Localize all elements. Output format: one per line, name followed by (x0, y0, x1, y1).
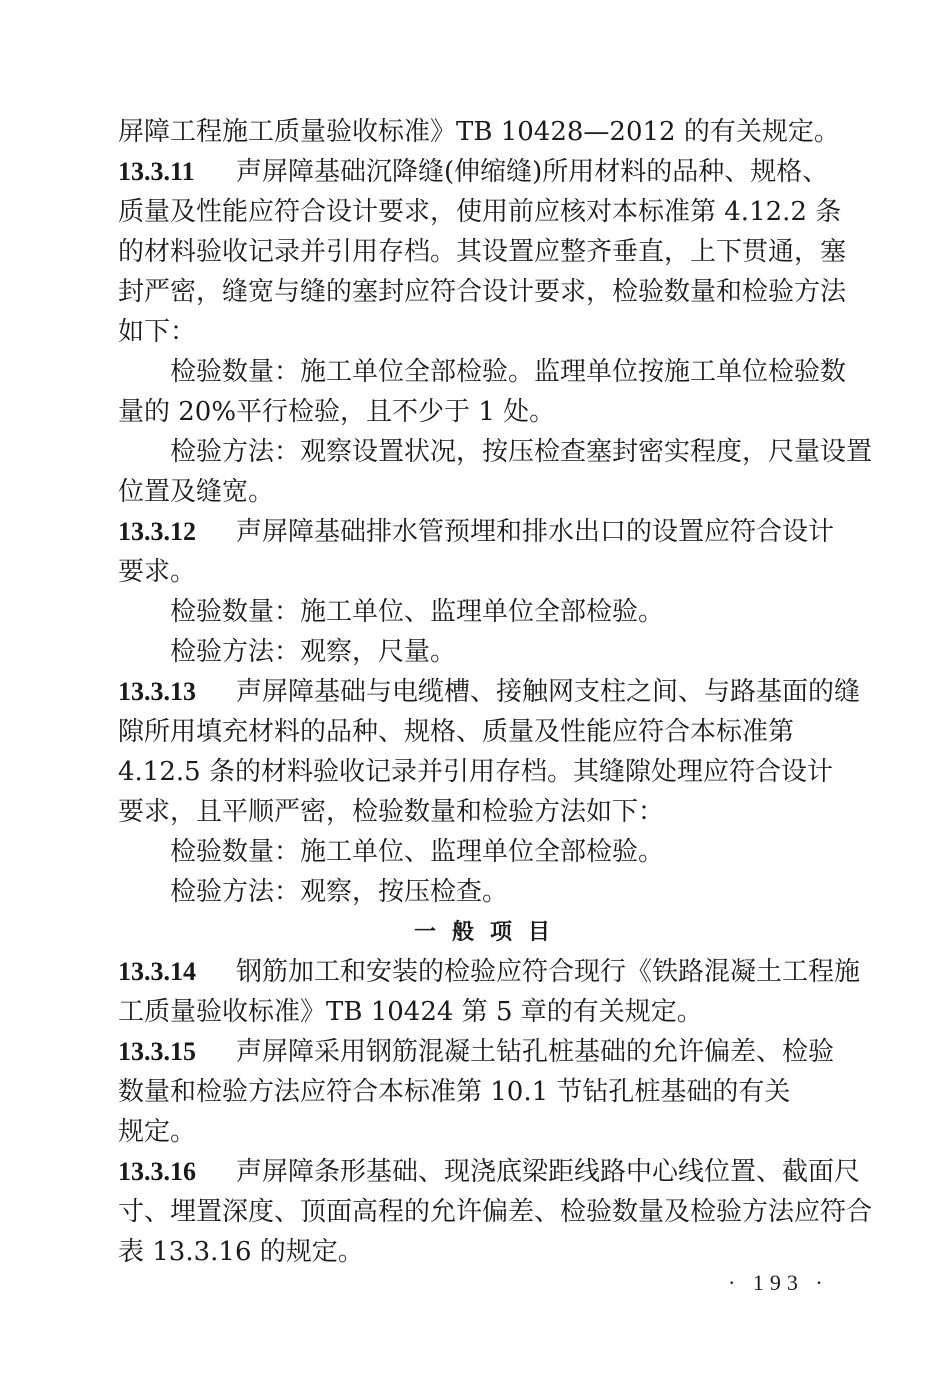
clause-text: 的材料验收记录并引用存档。其设置应整齐垂直，上下贯通，塞 (118, 237, 847, 267)
clause-number: 13.3.13 (118, 677, 196, 706)
inspection-method: 检验方法：观察，尺量。 (170, 637, 457, 667)
clause-text: 要求，且平顺严密，检验数量和检验方法如下： (118, 797, 665, 827)
inspection-quantity: 检验数量：施工单位全部检验。监理单位按施工单位检验数 (170, 357, 847, 387)
section-title: 一般项目 (413, 919, 566, 945)
clause-text: 工质量验收标准》TB 10424 第 5 章的有关规定。 (118, 997, 703, 1027)
inspection-quantity: 量的 20%平行检验，且不少于 1 处。 (118, 397, 556, 427)
clause-text: 钢筋加工和安装的检验应符合现行《铁路混凝土工程施 (236, 957, 861, 987)
clause-text: 声屏障基础与电缆槽、接触网支柱之间、与路基面的缝 (236, 677, 861, 707)
inspection-method: 检验方法：观察设置状况，按压检查塞封密实程度，尺量设置 (170, 437, 873, 467)
clause-text: 如下： (118, 317, 197, 347)
clause-number: 13.3.16 (118, 1157, 196, 1186)
clause-text: 4.12.5 条的材料验收记录并引用存档。其缝隙处理应符合设计 (118, 757, 833, 787)
clause-text: 隙所用填充材料的品种、规格、质量及性能应符合本标准第 (118, 717, 795, 747)
clause-text: 要求。 (118, 557, 197, 587)
clause-13-3-15 (118, 1032, 862, 1152)
clause-text: 表 13.3.16 的规定。 (118, 1237, 364, 1267)
clause-text: 声屏障基础排水管预埋和排水出口的设置应符合设计 (236, 517, 835, 547)
intro-line: 屏障工程施工质量验收标准》TB 10428—2012 的有关规定。 (118, 117, 840, 147)
inspection-method: 检验方法：观察，按压检查。 (170, 877, 509, 907)
page-number: · 193 · (728, 1270, 829, 1295)
clause-text: 寸、埋置深度、顶面高程的允许偏差、检验数量及检验方法应符合 (118, 1197, 873, 1227)
clause-13-3-11 (118, 152, 873, 512)
clause-text: 数量和检验方法应符合本标准第 10.1 节钻孔桩基础的有关 (118, 1077, 791, 1107)
page-body (118, 112, 873, 1272)
clause-number: 13.3.14 (118, 957, 196, 986)
clause-text: 规定。 (118, 1117, 197, 1147)
clause-text: 声屏障基础沉降缝(伸缩缝)所用材料的品种、规格、 (236, 157, 829, 187)
clause-number: 13.3.15 (118, 1037, 196, 1066)
clause-13-3-12 (118, 512, 862, 672)
clause-text: 封严密，缝宽与缝的塞封应符合设计要求，检验数量和检验方法 (118, 277, 847, 307)
inspection-quantity: 检验数量：施工单位、监理单位全部检验。 (170, 597, 665, 627)
clause-text: 质量及性能应符合设计要求，使用前应核对本标准第 4.12.2 条 (118, 197, 842, 227)
inspection-method: 位置及缝宽。 (118, 477, 275, 507)
clause-text: 声屏障采用钢筋混凝土钻孔桩基础的允许偏差、检验 (236, 1037, 835, 1067)
clause-number: 13.3.11 (118, 157, 195, 186)
inspection-quantity: 检验数量：施工单位、监理单位全部检验。 (170, 837, 665, 867)
clause-number: 13.3.12 (118, 517, 196, 546)
clause-text: 声屏障条形基础、现浇底梁距线路中心线位置、截面尺 (236, 1157, 861, 1187)
clause-13-3-14 (118, 952, 862, 1032)
clause-13-3-16 (118, 1152, 873, 1272)
clause-13-3-13 (118, 672, 862, 912)
